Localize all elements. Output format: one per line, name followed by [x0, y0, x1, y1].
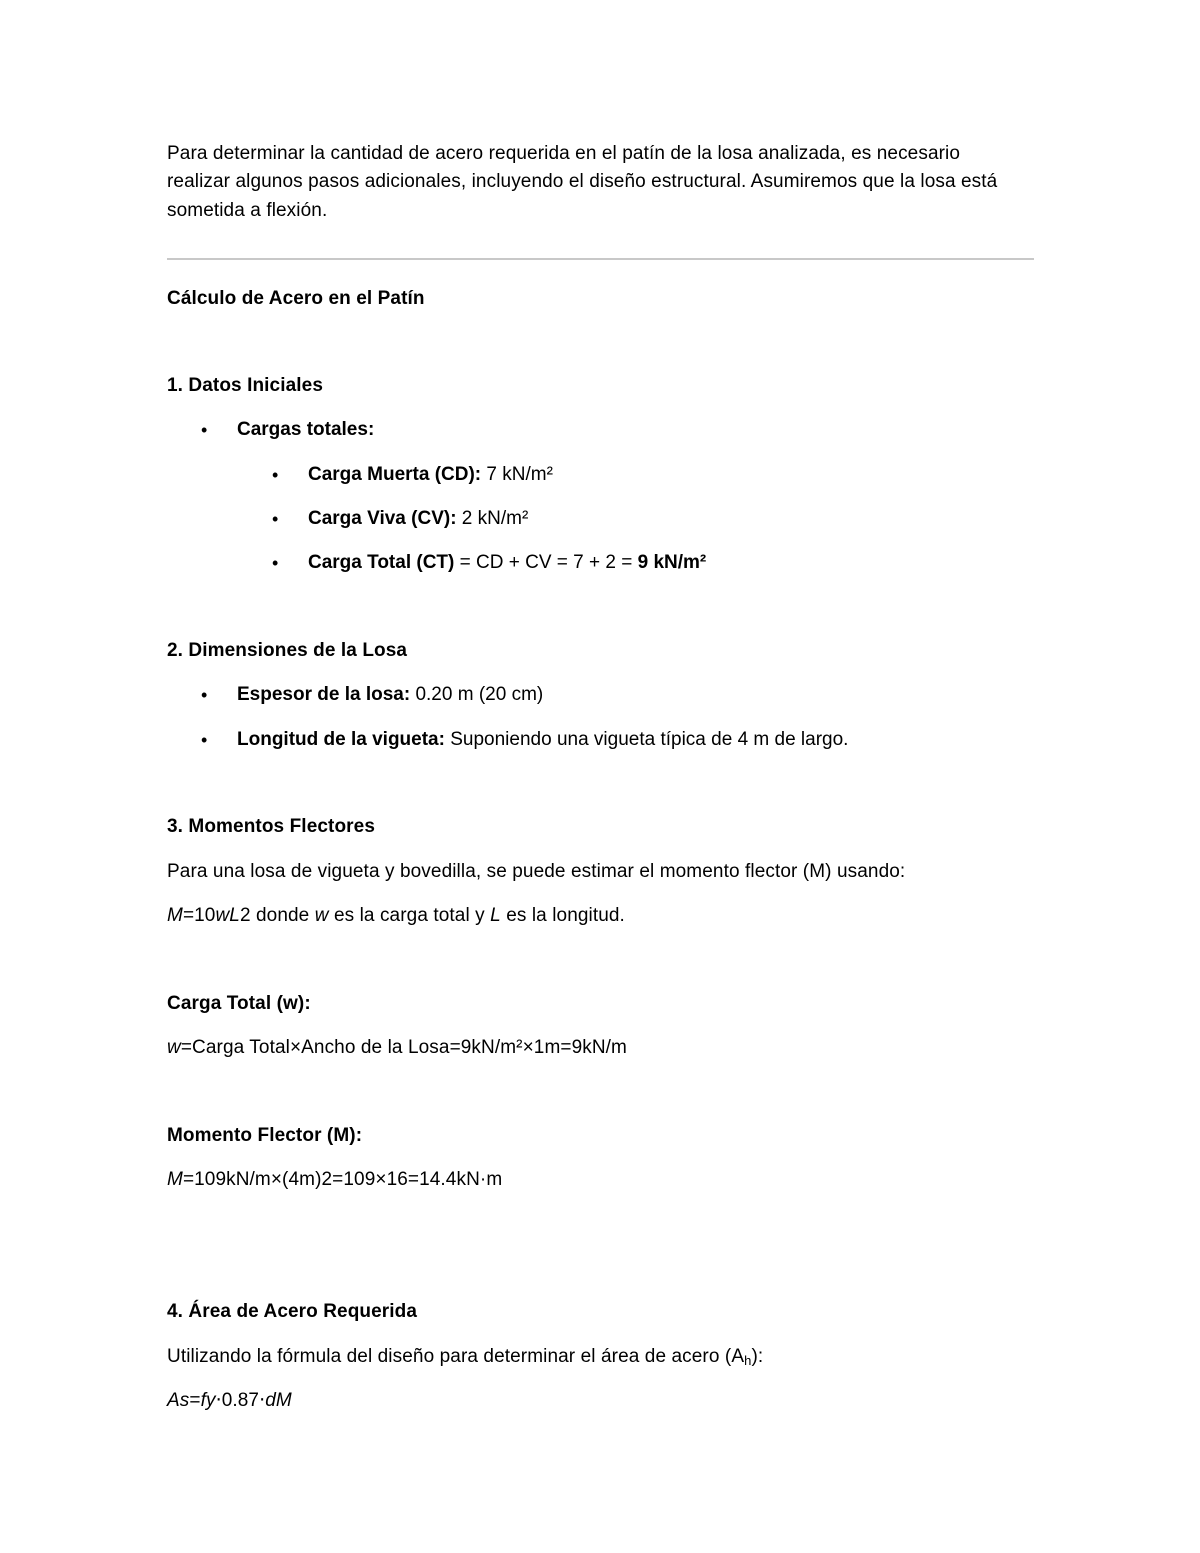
section-3-heading: 3. Momentos Flectores	[167, 816, 375, 837]
section-3-text: Para una losa de vigueta y bovedilla, se puede estimar el momento flector (M) usando:	[167, 861, 906, 882]
carga-total-w-heading: Carga Total (w):	[167, 993, 311, 1014]
section-4-heading: 4. Área de Acero Requerida	[167, 1301, 418, 1322]
cargas-totales-label: Cargas totales:	[237, 419, 375, 440]
carga-muerta-item	[308, 463, 553, 487]
bullet-icon: •	[201, 420, 208, 440]
section-4-text-end: ):	[751, 1346, 764, 1367]
carga-total-w-formula	[167, 1036, 627, 1060]
carga-total-expression: = CD + CV = 7 + 2 =	[454, 552, 638, 573]
carga-total-item	[308, 551, 706, 575]
espesor-value: 0.20 m (20 cm)	[410, 684, 544, 705]
formula-var-M: M	[167, 1169, 183, 1190]
steel-area-formula	[167, 1389, 292, 1413]
subscript-h: h	[744, 1353, 752, 1368]
formula-part: ⋅0.87⋅	[215, 1390, 266, 1411]
section-4-text-main: Utilizando la fórmula del diseño para determinar el área de acero (A	[167, 1346, 745, 1367]
intro-line-3: sometida a flexión.	[167, 200, 328, 221]
longitud-value: Suponiendo una vigueta típica de 4 m de largo.	[444, 729, 849, 750]
carga-muerta-value: 7 kN/m²	[481, 464, 553, 485]
bullet-icon: •	[272, 553, 279, 573]
longitud-label: Longitud de la vigueta:	[237, 729, 445, 750]
horizontal-divider	[167, 258, 1034, 260]
formula-part: es la carga total y	[328, 905, 491, 926]
section-1-heading: 1. Datos Iniciales	[167, 375, 323, 396]
formula-var-fy: fy	[200, 1390, 216, 1411]
section-2-heading: 2. Dimensiones de la Losa	[167, 640, 408, 661]
carga-muerta-label: Carga Muerta (CD):	[308, 464, 482, 485]
carga-total-result: 9 kN/m²	[637, 552, 707, 573]
bullet-icon: •	[201, 685, 208, 705]
longitud-item	[237, 728, 848, 752]
formula-eq: =	[189, 1390, 201, 1411]
momento-flector-heading: Momento Flector (M):	[167, 1125, 363, 1146]
carga-total-label: Carga Total (CT)	[308, 552, 455, 573]
section-4-text	[167, 1345, 763, 1369]
formula-eq: =10	[182, 905, 216, 926]
formula-var-w: w	[314, 905, 329, 926]
formula-var-M: M	[167, 905, 183, 926]
formula-var-w: w	[167, 1037, 181, 1058]
intro-line-2: realizar algunos pasos adicionales, incluyendo el diseño estructural. Asumiremos que la losa está	[167, 171, 998, 192]
espesor-label: Espesor de la losa:	[237, 684, 411, 705]
espesor-item	[237, 683, 543, 707]
document-title: Cálculo de Acero en el Patín	[167, 288, 425, 309]
carga-viva-item	[308, 507, 528, 531]
formula-part: es la longitud.	[500, 905, 625, 926]
formula-part: 2 donde	[239, 905, 315, 926]
bullet-icon: •	[201, 730, 208, 750]
carga-viva-value: 2 kN/m²	[456, 508, 529, 529]
bullet-icon: •	[272, 509, 279, 529]
formula-var-As: As	[167, 1390, 190, 1411]
formula-expression: =Carga Total×Ancho de la Losa=9kN/m²×1m=9kN/m	[180, 1037, 627, 1058]
moment-formula	[167, 904, 625, 928]
bullet-icon: •	[272, 465, 279, 485]
formula-var-L: L	[490, 905, 501, 926]
carga-viva-label: Carga Viva (CV):	[308, 508, 457, 529]
formula-expression: =109kN/m×(4m)2=109×16=14.4kN·m	[182, 1169, 503, 1190]
intro-line-1: Para determinar la cantidad de acero requerida en el patín de la losa analizada, es necesario	[167, 143, 961, 164]
formula-var-dM: dM	[265, 1390, 292, 1411]
formula-var-wL: wL	[215, 905, 240, 926]
momento-flector-formula	[167, 1168, 502, 1192]
